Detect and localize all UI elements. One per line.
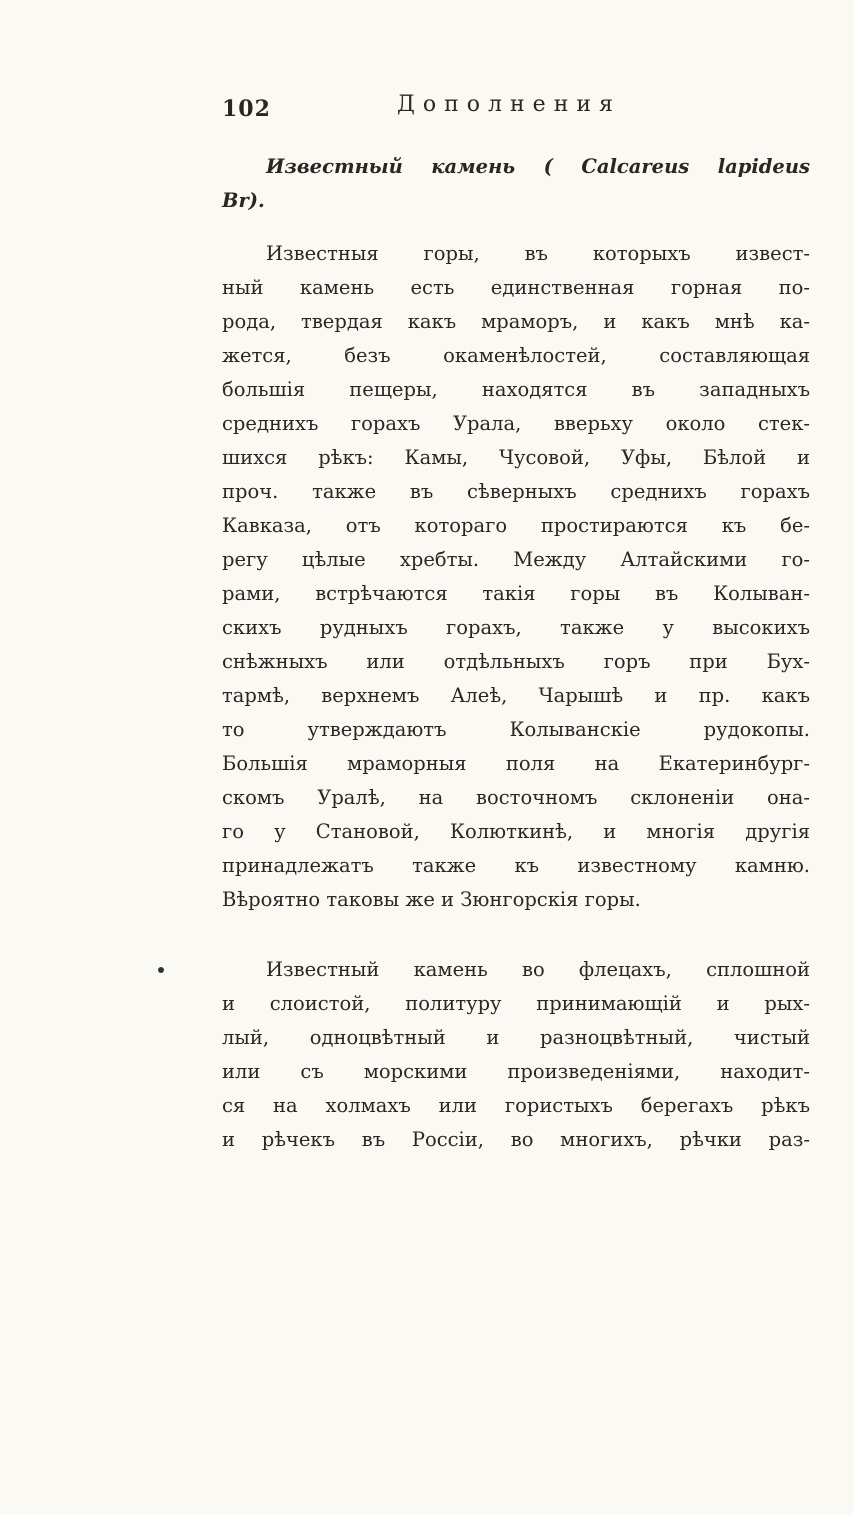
text-line: жется, безъ окаменѣлостей, составляющая (222, 344, 810, 367)
text-line: шихся рѣкъ: Камы, Чусовой, Уфы, Бѣлой и (222, 446, 810, 469)
text-line: и рѣчекъ въ Россіи, во многихъ, рѣчки раз- (222, 1128, 810, 1151)
text-line: и слоистой, политуру принимающій и рых- (222, 992, 810, 1015)
text-line: Кавказа, отъ котораго простираются къ бе- (222, 514, 810, 537)
text-line: или съ морскими произведеніями, находит- (222, 1060, 810, 1083)
text-line: среднихъ горахъ Урала, вверьху около стек- (222, 412, 810, 435)
text-line: проч. также въ сѣверныхъ среднихъ горахъ (222, 480, 810, 503)
text-line: снѣжныхъ или отдѣльныхъ горъ при Бух- (222, 650, 810, 673)
paragraph-2 (222, 953, 810, 1157)
page-number: 102 (222, 96, 271, 122)
stray-mark (158, 967, 164, 973)
text-line: большія пещеры, находятся въ западныхъ (222, 378, 810, 401)
text-line: лый, одноцвѣтный и разноцвѣтный, чистый (222, 1026, 810, 1049)
text-line: Известныя горы, въ которыхъ извест- (266, 242, 810, 265)
body-text (222, 150, 810, 1157)
text-line: скомъ Уралѣ, на восточномъ склоненіи она- (222, 786, 810, 809)
text-line: ный камень есть единственная горная по- (222, 276, 810, 299)
text-line: принадлежатъ также къ известному камню. (222, 854, 810, 877)
paragraph-1 (222, 237, 810, 917)
text-line: Вѣроятно таковы же и Зюнгорскія горы. (222, 888, 641, 911)
section-title-cont: Br). (222, 189, 265, 212)
page-header (222, 88, 642, 128)
text-line: регу цѣлые хребты. Между Алтайскими го- (222, 548, 810, 571)
text-line: го у Становой, Колюткинѣ, и многія другія (222, 820, 810, 843)
text-line: то утверждаютъ Колыванскіе рудокопы. (222, 718, 810, 741)
text-line: рами, встрѣчаются такія горы въ Колыван- (222, 582, 810, 605)
text-line: рода, твердая какъ мраморъ, и какъ мнѣ ка- (222, 310, 810, 333)
text-line: Большія мраморныя поля на Екатеринбург- (222, 752, 810, 775)
running-head: Дополнения (397, 92, 621, 117)
text-line: Известный камень во флецахъ, сплошной (266, 958, 810, 981)
text-line: скихъ рудныхъ горахъ, также у высокихъ (222, 616, 810, 639)
text-line: ся на холмахъ или гористыхъ берегахъ рѣкъ (222, 1094, 810, 1117)
text-line: тармѣ, верхнемъ Алеѣ, Чарышѣ и пр. какъ (222, 684, 810, 707)
section-title: Известный камень ( Calcareus lapideus (266, 155, 810, 178)
